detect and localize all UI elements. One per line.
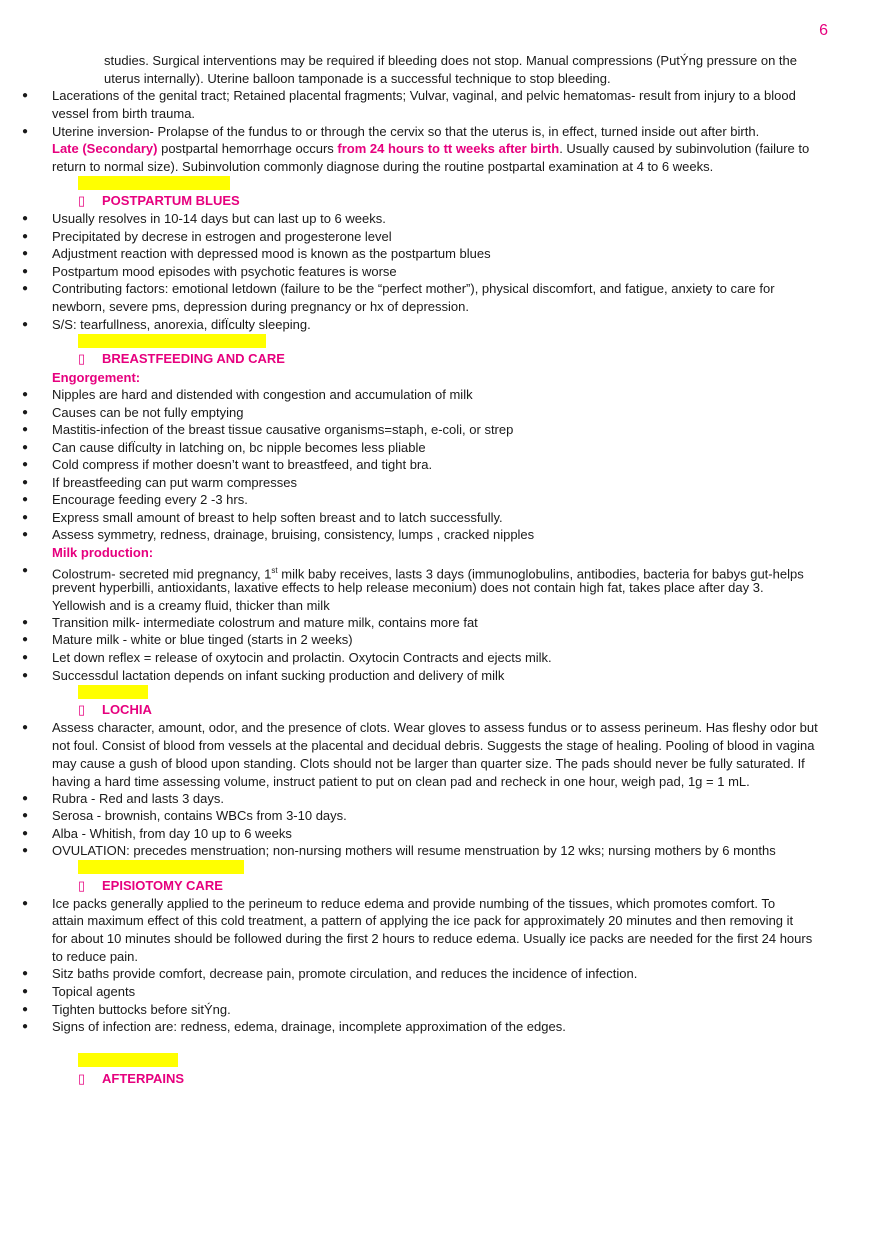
section-heading: ▯ POSTPARTUM BLUES [78, 193, 240, 208]
page-number: 6 [819, 22, 828, 39]
list-item: Contributing factors: emotional letdown (failure to be the “perfect mother”), physical discomfort, and fatigue, anxiety to care for [52, 281, 775, 296]
list-item: Yellowish and is a creamy fluid, thicker than milk [52, 598, 330, 613]
list-item: If breastfeeding can put warm compresses [52, 475, 297, 490]
bullet-icon: ● [22, 565, 29, 576]
list-item: not foul. Consist of blood from vessels at the placental and decidual debris. Suggests the stage of healing. Pooling of blood in vagina [52, 738, 815, 753]
bullet-icon: ● [22, 828, 29, 839]
bullet-icon: ● [22, 670, 29, 681]
bullet-icon: ● [22, 459, 29, 470]
checkbox-icon: ▯ [78, 1071, 86, 1086]
list-item: Signs of infection are: redness, edema, drainage, incomplete approximation of the edges. [52, 1019, 566, 1034]
list-item: Can cause difÏculty in latching on, bc nipple becomes less pliable [52, 440, 426, 455]
list-item: attain maximum effect of this cold treatment, a pattern of applying the ice pack for approximately 20 minutes and then removing it [52, 913, 794, 928]
bullet-icon: ● [22, 248, 29, 259]
list-item: Express small amount of breast to help soften breast and to latch successfully. [52, 510, 503, 525]
list-item: Mature milk - white or blue tinged (starts in 2 weeks) [52, 632, 353, 647]
bullet-icon: ● [22, 389, 29, 400]
list-item: having a hard time assessing volume, instruct patient to put on clean pad and recheck in one hour, weigh pad, 1g = 1 mL. [52, 774, 750, 789]
list-item: Colostrum- secreted mid pregnancy, 1st milk baby receives, lasts 3 days (immunoglobulins, antibodies, bacteria for babys gut-helps [52, 566, 804, 582]
bullet-icon: ● [22, 1021, 29, 1032]
bullet-icon: ● [22, 126, 29, 137]
subheading: Engorgement: [52, 370, 141, 385]
late-hemorrhage-line: return to normal size). Subinvolution commonly diagnose during the routine postpartal examination at 4 to 6 weeks. [52, 159, 714, 174]
list-item: OVULATION: precedes menstruation; non-nursing mothers will resume menstruation by 12 wks; nursing mothers by 6 months [52, 843, 776, 858]
highlight-bar [78, 176, 230, 190]
list-item: S/S: tearfullness, anorexia, difÏculty sleeping. [52, 317, 311, 332]
bullet-icon: ● [22, 90, 29, 101]
bullet-icon: ● [22, 213, 29, 224]
list-item: Mastitis-infection of the breast tissue causative organisms=staph, e-coli, or strep [52, 422, 514, 437]
late-highlight: from 24 hours to tt weeks after birth [337, 141, 560, 156]
section-heading: ▯ AFTERPAINS [78, 1071, 185, 1086]
bullet-icon: ● [22, 845, 29, 856]
list-item: prevent hyperbilli, antioxidants, laxative effects to help release meconium) does not contain high fat, takes place after day 3. [52, 580, 764, 595]
list-item: Precipitated by decrese in estrogen and progesterone level [52, 229, 392, 244]
bullet-icon: ● [22, 266, 29, 277]
list-item: Cold compress if mother doesn’t want to breastfeed, and tight bra. [52, 457, 433, 472]
list-item: Causes can be not fully emptying [52, 405, 244, 420]
list-item: Assess symmetry, redness, drainage, bruising, consistency, lumps , cracked nipples [52, 527, 535, 542]
bullet-icon: ● [22, 424, 29, 435]
late-text: postpartal hemorrhage occurs [157, 141, 338, 156]
list-item: newborn, severe pms, depression during pregnancy or hx of depression. [52, 299, 469, 314]
bullet-icon: ● [22, 810, 29, 821]
list-item: vessel from birth trauma. [52, 106, 196, 121]
intro-line: uterus internally). Uterine balloon tamponade is a successful technique to stop bleeding. [104, 71, 611, 86]
bullet-icon: ● [22, 634, 29, 645]
bullet-icon: ● [22, 968, 29, 979]
list-item: Serosa - brownish, contains WBCs from 3-10 days. [52, 808, 347, 823]
list-item: Usually resolves in 10-14 days but can last up to 6 weeks. [52, 211, 386, 226]
highlight-bar [78, 685, 148, 699]
late-text: . Usually caused by subinvolution (failure to [559, 141, 810, 156]
bullet-icon: ● [22, 512, 29, 523]
bullet-icon: ● [22, 407, 29, 418]
list-item: Ice packs generally applied to the perineum to reduce edema and provide numbing of the tissues, which promotes comfort. To [52, 896, 776, 911]
late-label: Late (Secondary) [52, 141, 158, 156]
list-item: Nipples are hard and distended with congestion and accumulation of milk [52, 387, 473, 402]
bullet-icon: ● [22, 494, 29, 505]
list-item: to reduce pain. [52, 949, 139, 964]
intro-line: studies. Surgical interventions may be required if bleeding does not stop. Manual compressions (PutÝng pressure on the [104, 53, 797, 68]
list-item: Postpartum mood episodes with psychotic features is worse [52, 264, 397, 279]
subheading: Milk production: [52, 545, 154, 560]
list-item: Uterine inversion- Prolapse of the fundus to or through the cervix so that the uterus is, in effect, turned inside out after birth. [52, 124, 760, 139]
highlight-bar [78, 860, 244, 874]
section-heading: ▯ EPISIOTOMY CARE [78, 878, 223, 893]
bullet-icon: ● [22, 231, 29, 242]
bullet-icon: ● [22, 319, 29, 330]
section-heading: ▯ LOCHIA [78, 702, 152, 717]
list-item: Rubra - Red and lasts 3 days. [52, 791, 224, 806]
list-item: Transition milk- intermediate colostrum and mature milk, contains more fat [52, 615, 478, 630]
checkbox-icon: ▯ [78, 878, 86, 893]
list-item: may cause a gush of blood upon standing. Clots should not be larger than quarter size. The pads should never be fully saturated. If [52, 756, 805, 771]
list-item: Let down reflex = release of oxytocin and prolactin. Oxytocin Contracts and ejects milk. [52, 650, 552, 665]
bullet-icon: ● [22, 442, 29, 453]
bullet-icon: ● [22, 722, 29, 733]
highlight-bar [78, 1053, 178, 1067]
bullet-icon: ● [22, 1004, 29, 1015]
list-item: Successdul lactation depends on infant sucking production and delivery of milk [52, 668, 505, 683]
list-item: Assess character, amount, odor, and the presence of clots. Wear gloves to assess fundus or to assess perineum. Has fleshy odor but [52, 720, 818, 735]
list-item: Alba - Whitish, from day 10 up to 6 weeks [52, 826, 292, 841]
list-item: Tighten buttocks before sitÝng. [52, 1002, 231, 1017]
list-item: Adjustment reaction with depressed mood is known as the postpartum blues [52, 246, 491, 261]
bullet-icon: ● [22, 652, 29, 663]
list-item: Encourage feeding every 2 -3 hrs. [52, 492, 248, 507]
checkbox-icon: ▯ [78, 193, 86, 208]
list-item: Topical agents [52, 984, 136, 999]
list-item: Lacerations of the genital tract; Retained placental fragments; Vulvar, vaginal, and pelvic hematomas- result from injury to a blood [52, 88, 796, 103]
list-item: Sitz baths provide comfort, decrease pain, promote circulation, and reduces the incidence of infection. [52, 966, 638, 981]
bullet-icon: ● [22, 986, 29, 997]
bullet-icon: ● [22, 617, 29, 628]
section-heading: ▯ BREASTFEEDING AND CARE [78, 351, 285, 366]
checkbox-icon: ▯ [78, 351, 86, 366]
list-item: for about 10 minutes should be followed during the first 2 hours to reduce edema. Usually ice packs are needed for the first 24 hours [52, 931, 813, 946]
bullet-icon: ● [22, 793, 29, 804]
late-hemorrhage-line [52, 140, 832, 158]
bullet-icon: ● [22, 529, 29, 540]
bullet-icon: ● [22, 898, 29, 909]
bullet-icon: ● [22, 477, 29, 488]
highlight-bar [78, 334, 266, 348]
checkbox-icon: ▯ [78, 702, 86, 717]
bullet-icon: ● [22, 283, 29, 294]
